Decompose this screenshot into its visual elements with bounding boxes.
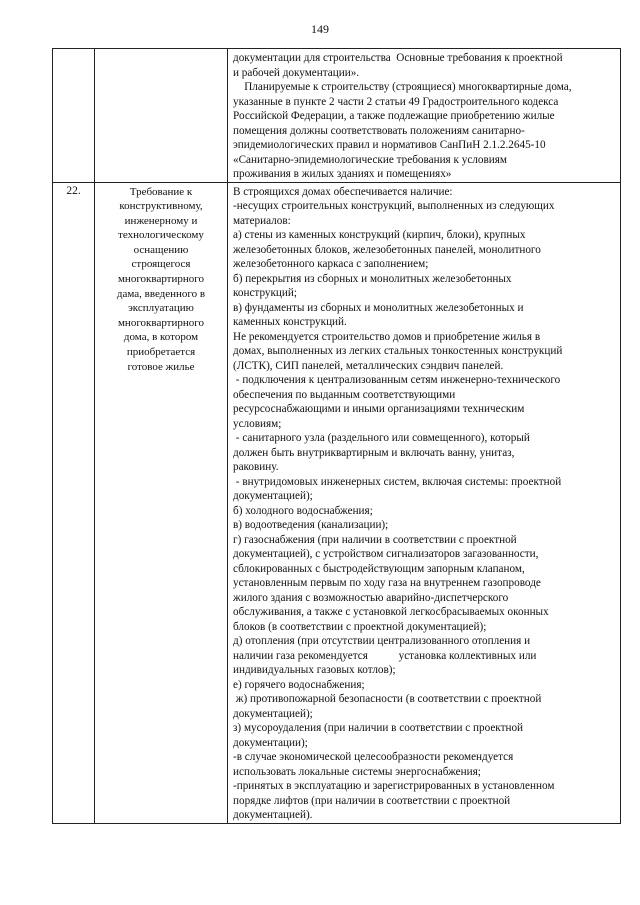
content-line: условиям; [233,417,282,430]
content-line: раковину. [233,461,279,473]
requirement-line: дома, в котором [123,331,199,344]
content-line: и рабочей документации». [233,66,360,79]
content-line: документацией); [233,490,313,502]
table-row [53,49,621,183]
content-line: В строящихся домах обеспечивается наличие: [233,185,453,198]
table-row [53,182,621,823]
content-line: блоков (в соответствии с проектной документацией); [233,620,487,633]
content-line: - подключения к централизованным сетям инженерно-технического [233,374,561,386]
content-line: Не рекомендуется строительство домов и приобретение жилья в [233,330,541,343]
requirement-line: инженерному и [124,214,198,227]
content-line: документацией), с устройством сигнализаторов загазованности, [233,548,539,560]
content-line: должен быть внутриквартирным и включать ванну, унитаз, [233,446,515,459]
content-line: каменных конструкций. [233,316,347,328]
requirement-line: многоквартирного [117,316,205,329]
content-line: (ЛСТК), СИП панелей, металлических сэндвич панелей. [233,359,504,372]
content-line: железобетонного каркаса с заполнением; [233,258,429,270]
content-line: з) мусороудаления (при наличии в соответствии с проектной [233,722,524,734]
content-line: обеспечения по выданным соответствующими [233,388,456,401]
content-line: - внутридомовых инженерных систем, включая системы: проектной [233,475,562,488]
requirement-line: технологическому [118,229,204,242]
content-line: в) фундаменты из сборных и монолитных железобетонных и [233,301,524,314]
requirement-line: Требование к [129,185,193,198]
content-line: указанные в пункте 2 части 2 статьи 49 Градостроительного кодекса [233,95,559,108]
content-line: установленным первым по ходу газа на внутреннем газопроводе [233,577,541,589]
content-line: документацией). [233,809,313,821]
requirement-line: оснащению [133,243,189,256]
content-cell [228,182,621,823]
content-line: ж) противопожарной безопасности (в соответствии с проектной [233,693,542,705]
content-line: эпидемиологических правил и нормативов СанПиН 2.1.2.2645-10 [233,139,546,151]
requirement-line: многоквартирного [117,273,205,286]
requirements-table [52,48,621,824]
content-line: -несущих строительных конструкций, выполненных из следующих [233,200,555,212]
content-line: железобетонных блоков, железобетонных панелей, монолитного [233,243,541,256]
requirement-cell [95,49,228,183]
content-line: б) холодного водоснабжения; [233,504,373,517]
content-line: б) перекрытия из сборных и монолитных железобетонных [233,272,512,285]
content-line: документацией); [233,707,313,720]
content-line: конструкций; [233,287,297,299]
content-line: е) горячего водоснабжения; [233,678,365,691]
content-line: документации для строительства Основные требования к проектной [233,52,563,64]
requirement-line: строящегося [131,258,191,271]
row-number-cell: 22. [53,182,95,823]
content-line: наличии газа рекомендуется установка коллективных или [233,649,537,662]
content-line: Планируемые к строительству (строящиеся) многоквартирные дома, [233,81,572,93]
content-line: д) отопления (при отсутствии централизованного отопления и [233,635,531,647]
requirement-line: готовое жилье [127,360,195,373]
content-line: материалов: [233,214,291,227]
content-line: г) газоснабжения (при наличии в соответствии с проектной [233,533,517,546]
requirement-line: приобретается [126,346,196,359]
content-line: жилого здания с возможностью аварийно-диспетчерского [233,591,509,604]
content-line: ресурсоснабжающими и иными организациями техническим [233,403,525,415]
content-line: -в случае экономической целесообразности рекомендуется [233,751,514,763]
content-line: индивидуальных газовых котлов); [233,664,396,676]
content-line: в) водоотведения (канализации); [233,519,389,531]
content-line: помещения должны соответствовать положениям санитарно- [233,124,525,137]
content-line: обслуживания, а также с установкой легкосбрасываемых оконных [233,606,549,618]
row-number-cell [53,49,95,183]
page-number: 149 [311,22,329,36]
content-cell [228,49,621,183]
content-line: проживания в жилых зданиях и помещениях» [233,168,452,180]
requirement-cell [95,182,228,823]
content-line: -принятых в эксплуатацию и зарегистрированных в установленном [233,780,555,792]
content-line: использовать локальные системы энергоснабжения; [233,765,481,778]
content-line: домах, выполненных из легких стальных тонкостенных конструкций [233,345,563,357]
content-line: сблокированных с быстродействующим запорным клапаном, [233,562,525,575]
content-line: - санитарного узла (раздельного или совмещенного), который [233,432,530,444]
requirement-line: конструктивному, [119,200,203,213]
requirement-line: эксплуатацию [128,302,194,315]
content-line: порядке лифтов (при наличии в соответствии с проектной [233,794,511,807]
content-line: а) стены из каменных конструкций (кирпич, блоки), крупных [233,229,526,241]
content-line: документации); [233,736,308,749]
requirement-line: дама, введенного в [116,287,206,300]
content-line: Российской Федерации, а также подлежащие приобретению жилые [233,110,555,122]
content-line: «Санитарно-эпидемиологические требования к условиям [233,153,507,166]
